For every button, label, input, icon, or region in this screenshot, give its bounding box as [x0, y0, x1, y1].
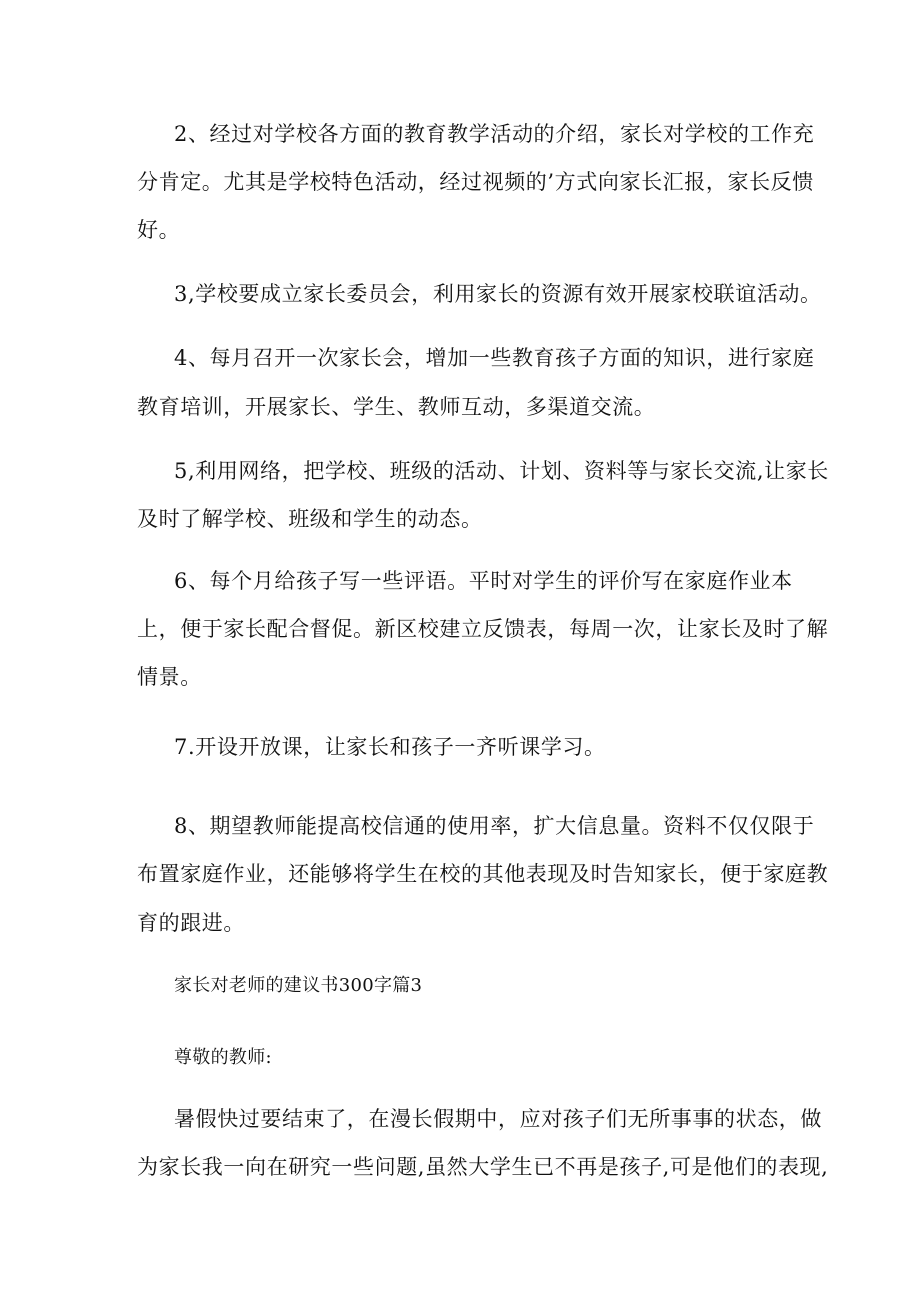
paragraph-5-line-2: 及时了解学校、班级和学生的动态。 [137, 507, 483, 531]
paragraph-8-line-3: 育的跟进。 [137, 911, 245, 935]
paragraph-2-line-3: 好。 [137, 218, 181, 242]
body-paragraph-line-1: 暑假快过要结束了，在漫长假期中，应对孩子们无所事事的状态，做 [174, 1107, 822, 1131]
body-paragraph-line-2: 为家长我一向在研究一些问题,虽然大学生已不再是孩子,可是他们的表现, [137, 1155, 829, 1179]
paragraph-7-line-1: 7.开设开放课，让家长和孩子一齐听课学习。 [174, 735, 606, 759]
paragraph-2-line-1: 2、经过对学校各方面的教育教学活动的介绍，家长对学校的工作充 [174, 122, 815, 146]
paragraph-6-line-1: 6、每个月给孩子写一些评语。平时对学生的评价写在家庭作业本 [174, 569, 793, 593]
paragraph-2-line-2: 分肯定。尤其是学校特色活动，经过视频的’方式向家长汇报，家长反愦 [137, 170, 814, 194]
salutation: 尊敬的教师: [174, 1047, 272, 1068]
section-heading: 家长对老师的建议书300字篇3 [174, 975, 423, 996]
paragraph-6-line-3: 情景。 [137, 665, 202, 689]
paragraph-5-line-1: 5,利用网络，把学校、班级的活动、计划、资料等与家长交流,让家长 [174, 459, 829, 483]
paragraph-8-line-2: 布置家庭作业，还能够将学生在校的其他表现及时告知家长，便于家庭教 [137, 862, 829, 886]
paragraph-4-line-2: 教育培训，开展家长、学生、教师互动，多渠道交流。 [137, 395, 656, 419]
paragraph-6-line-2: 上，便于家长配合督促。新区校建立反馈表，每周一次，让家长及时了解 [137, 617, 829, 641]
paragraph-3-line-1: 3,学校要成立家长委员会，利用家长的资源有效开展家校联谊活动。 [174, 282, 822, 306]
paragraph-8-line-1: 8、期望教师能提高校信通的使用率，扩大信息量。资料不仅仅限于 [174, 814, 815, 838]
paragraph-4-line-1: 4、每月召开一次家长会，增加一些教育孩子方面的知识，进行家庭 [174, 346, 815, 370]
